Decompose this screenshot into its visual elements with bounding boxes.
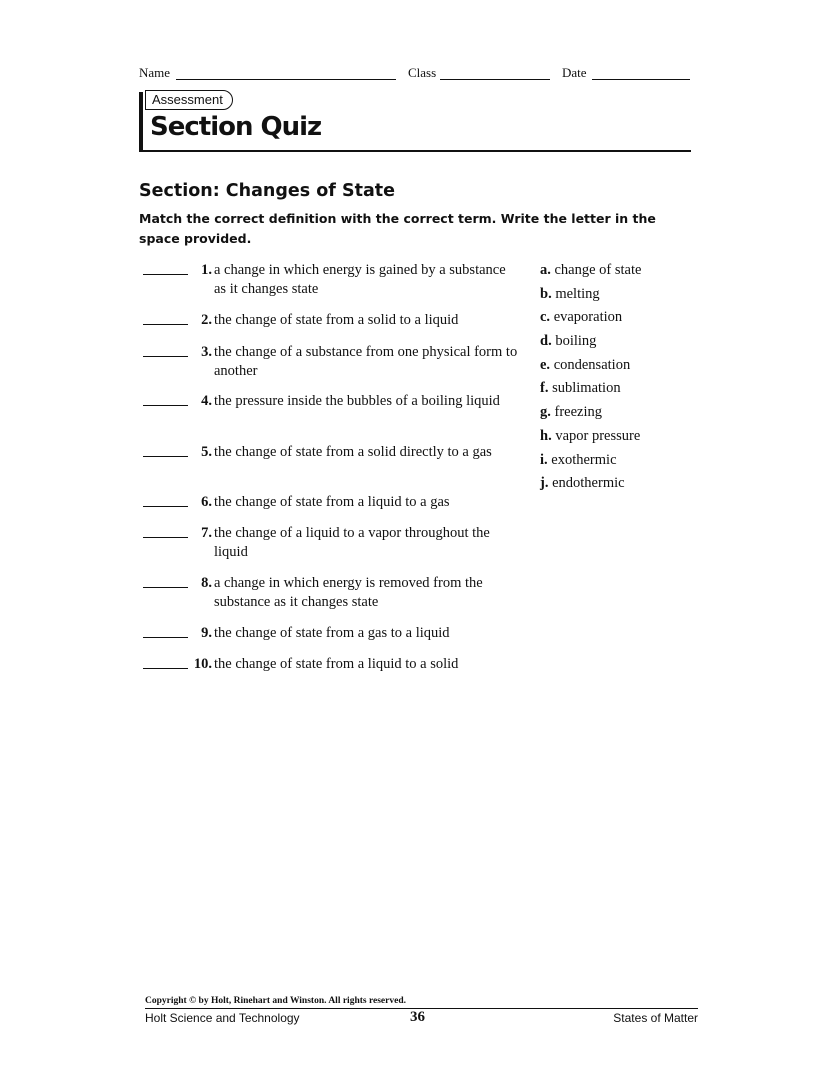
answer-blank-2[interactable]	[143, 324, 188, 325]
term-letter: g.	[540, 404, 551, 420]
term-text: freezing	[554, 404, 602, 420]
term-j	[540, 474, 625, 493]
date-label: Date	[562, 65, 587, 80]
question-text: the pressure inside the bubbles of a boiling liquid	[214, 393, 500, 409]
instructions: Match the correct definition with the correct term. Write the letter in the space provided.	[139, 211, 656, 246]
page-number: 36	[410, 1009, 425, 1025]
question-number: 1.	[201, 262, 212, 278]
date-field[interactable]	[592, 79, 690, 80]
section-heading: Section: Changes of State	[139, 181, 395, 201]
question-number: 4.	[201, 393, 212, 409]
term-text: condensation	[553, 357, 631, 373]
term-c	[540, 308, 622, 327]
question-text: the change of state from a solid to a liquid	[214, 312, 459, 328]
answer-blank-6[interactable]	[143, 506, 188, 507]
title-divider	[139, 150, 691, 152]
copyright: Copyright © by Holt, Rinehart and Winston. All rights reserved.	[145, 996, 406, 1006]
question-number: 8.	[201, 575, 212, 591]
term-text: sublimation	[552, 380, 621, 396]
answer-blank-10[interactable]	[143, 668, 188, 669]
question-text: a change in which energy is gained by a substance as it changes state	[214, 262, 506, 297]
question-text: the change of state from a liquid to a gas	[214, 494, 450, 510]
term-text: exothermic	[551, 452, 617, 468]
term-g	[540, 403, 602, 422]
title-bar	[139, 92, 143, 152]
question-number: 9.	[201, 625, 212, 641]
term-letter: j.	[540, 475, 549, 491]
term-i	[540, 451, 617, 470]
term-letter: b.	[540, 286, 552, 302]
term-letter: e.	[540, 357, 551, 373]
term-d	[540, 332, 596, 351]
answer-blank-9[interactable]	[143, 637, 188, 638]
book-title: Holt Science and Technology	[145, 1011, 300, 1025]
answer-blank-8[interactable]	[143, 587, 188, 588]
term-letter: i.	[540, 452, 548, 468]
assessment-badge: Assessment	[145, 90, 233, 110]
term-text: change of state	[554, 262, 642, 278]
term-f	[540, 379, 621, 398]
name-label: Name	[139, 65, 171, 80]
answer-blank-1[interactable]	[143, 274, 188, 275]
term-e	[540, 356, 630, 375]
answer-blank-4[interactable]	[143, 405, 188, 406]
question-text: the change of state from a gas to a liquid	[214, 625, 450, 641]
question-text: the change of a substance from one physical form to another	[214, 344, 518, 379]
class-label: Class	[408, 65, 437, 80]
term-letter: c.	[540, 309, 551, 325]
term-text: melting	[555, 286, 600, 302]
term-b	[540, 285, 600, 304]
term-letter: a.	[540, 262, 551, 278]
chapter-title: States of Matter	[613, 1011, 698, 1025]
question-text: the change of a liquid to a vapor throughout the liquid	[214, 525, 490, 560]
question-number: 10.	[193, 656, 212, 672]
question-text: the change of state from a solid directly to a gas	[214, 444, 492, 460]
term-text: endothermic	[552, 475, 625, 491]
term-a	[540, 261, 641, 280]
term-letter: f.	[540, 380, 549, 396]
page-title: Section Quiz	[150, 112, 322, 142]
term-letter: h.	[540, 428, 552, 444]
term-text: vapor pressure	[555, 428, 641, 444]
term-text: boiling	[555, 333, 597, 349]
question-text: the change of state from a liquid to a solid	[214, 656, 459, 672]
term-letter: d.	[540, 333, 552, 349]
term-text: evaporation	[553, 309, 623, 325]
question-number: 6.	[201, 494, 212, 510]
question-text: a change in which energy is removed from the substance as it changes state	[214, 575, 483, 610]
question-number: 7.	[201, 525, 212, 541]
answer-blank-7[interactable]	[143, 537, 188, 538]
question-number: 3.	[201, 344, 212, 360]
answer-blank-3[interactable]	[143, 356, 188, 357]
question-number: 5.	[201, 444, 212, 460]
answer-blank-5[interactable]	[143, 456, 188, 457]
question-number: 2.	[201, 312, 212, 328]
term-h	[540, 427, 640, 446]
class-field[interactable]	[440, 79, 550, 80]
name-field[interactable]	[176, 79, 396, 80]
